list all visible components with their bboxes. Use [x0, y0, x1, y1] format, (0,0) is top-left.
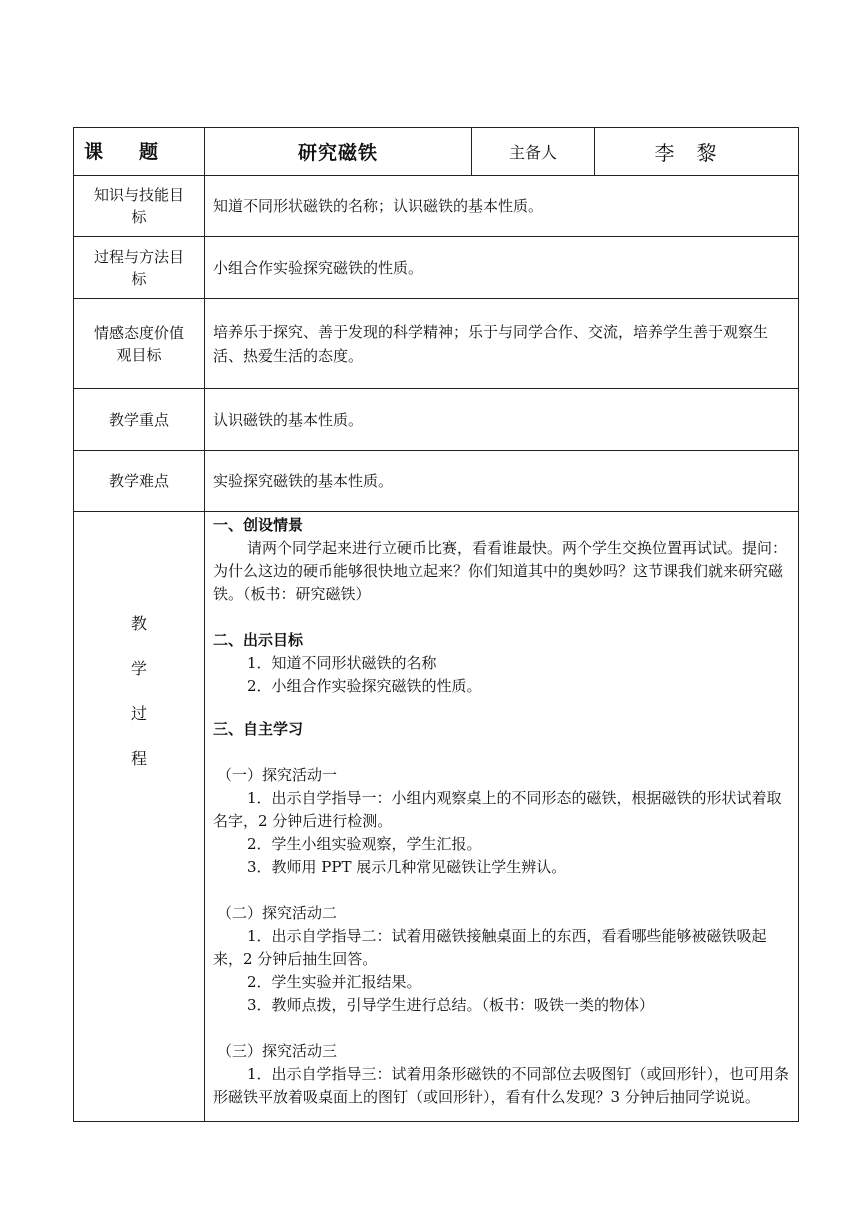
- difficulty-row: [74, 451, 799, 512]
- difficulty-label: 教学难点: [74, 451, 205, 512]
- process-label-char: 教: [130, 614, 147, 633]
- attitude-value: 培养乐于探究、善于发现的科学精神；乐于与同学合作、交流，培养学生善于观察生活、热爱生活的态度。: [205, 299, 799, 389]
- process-label: [74, 512, 205, 1122]
- process-method-label: 过程与方法目标: [74, 237, 205, 299]
- process-method-row: [74, 237, 799, 299]
- knowledge-row: [74, 176, 799, 237]
- list-item: 2．小组合作实验探究磁铁的性质。: [247, 677, 482, 695]
- key-point-row: [74, 389, 799, 451]
- process-label-char: 过: [130, 704, 147, 723]
- knowledge-value: 知道不同形状磁铁的名称；认识磁铁的基本性质。: [205, 176, 799, 237]
- difficulty-value: 实验探究磁铁的基本性质。: [205, 451, 799, 512]
- list-item: 1．出示自学指导一：小组内观察桌上的不同形态的磁铁，根据磁铁的形状试着取名字，2 分钟后进行检测。: [213, 789, 782, 830]
- section-title: 一、创设情景: [213, 516, 304, 534]
- header-row: [74, 128, 799, 176]
- topic-value: 研究磁铁: [205, 128, 472, 176]
- key-point-value: 认识磁铁的基本性质。: [205, 389, 799, 451]
- paragraph: 请两个同学起来进行立硬币比赛，看看谁最快。两个学生交换位置再试试。提问：为什么这边的硬币能够很快地立起来？你们知道其中的奥妙吗？这节课我们就来研究磁铁。（板书：研究磁铁）: [213, 539, 788, 603]
- attitude-label: 情感态度价值观目标: [74, 299, 205, 389]
- lesson-plan-table: [73, 127, 799, 1122]
- author-value: 李黎: [595, 128, 799, 176]
- activity-title: （三）探究活动三: [217, 1042, 338, 1060]
- process-method-value: 小组合作实验探究磁铁的性质。: [205, 237, 799, 299]
- activity-title: （一）探究活动一: [217, 766, 338, 784]
- author-label: 主备人: [472, 128, 595, 176]
- process-label-char: 程: [130, 749, 147, 768]
- list-item: 1．出示自学指导二：试着用磁铁接触桌面上的东西，看看哪些能够被磁铁吸起来，2 分钟后抽生回答。: [213, 927, 767, 968]
- process-row: [74, 512, 799, 1122]
- list-item: 1．知道不同形状磁铁的名称: [247, 654, 437, 672]
- section-title: 二、出示目标: [213, 631, 304, 649]
- process-content: [205, 512, 799, 1122]
- list-item: 3．教师点拨，引导学生进行总结。（板书：吸铁一类的物体）: [247, 996, 655, 1014]
- key-point-label: 教学重点: [74, 389, 205, 451]
- attitude-row: [74, 299, 799, 389]
- list-item: 1．出示自学指导三：试着用条形磁铁的不同部位去吸图钉（或回形针），也可用条形磁铁平放着吸桌面上的图钉（或回形针），看有什么发现？3 分钟后抽同学说说。: [213, 1065, 790, 1106]
- list-item: 2．学生实验并汇报结果。: [247, 973, 422, 991]
- process-label-char: 学: [130, 659, 147, 678]
- section-title: 三、自主学习: [213, 720, 304, 738]
- list-item: 2．学生小组实验观察，学生汇报。: [247, 835, 482, 853]
- knowledge-label: 知识与技能目标: [74, 176, 205, 237]
- topic-label: 课题: [74, 128, 205, 176]
- list-item: 3．教师用 PPT 展示几种常见磁铁让学生辨认。: [247, 858, 567, 876]
- activity-title: （二）探究活动二: [217, 904, 338, 922]
